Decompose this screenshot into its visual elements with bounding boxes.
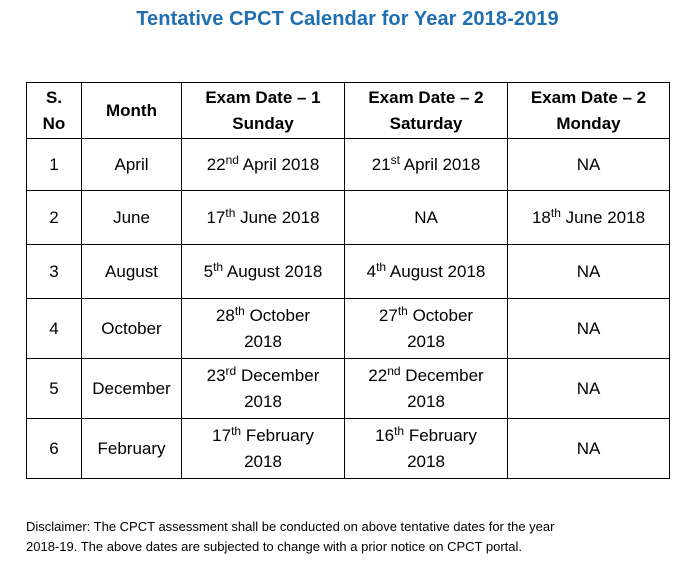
table-row	[27, 191, 670, 245]
date-suffix: th	[231, 423, 242, 438]
header-sno-line2: No	[42, 113, 66, 133]
table-row	[27, 299, 670, 359]
cell-exam-date-2-saturday: NA	[345, 191, 508, 245]
cell-month: August	[82, 245, 182, 299]
cell-exam-date-2-saturday	[345, 245, 508, 299]
date-suffix: st	[390, 152, 400, 167]
date-day: 22	[368, 365, 388, 385]
date-day: 5	[203, 261, 214, 281]
cell-exam-date-1	[182, 419, 345, 479]
cell-month: February	[82, 419, 182, 479]
date-suffix: th	[376, 259, 387, 274]
date-rest: August 2018	[223, 261, 323, 281]
cell-month: April	[82, 139, 182, 191]
cell-sno: 5	[27, 359, 82, 419]
cell-exam-date-2-saturday	[345, 359, 508, 419]
date-suffix: th	[234, 303, 245, 318]
date-day: 27	[378, 305, 398, 325]
cell-sno: 4	[27, 299, 82, 359]
table-row	[27, 139, 670, 191]
date-suffix: th	[550, 205, 561, 220]
header-month: Month	[82, 83, 182, 139]
date-suffix: th	[394, 423, 405, 438]
date-line2: 2018	[244, 331, 282, 351]
date-line2: 2018	[407, 331, 445, 351]
cell-month: June	[82, 191, 182, 245]
date-line2: 2018	[407, 391, 445, 411]
date-suffix: th	[397, 303, 408, 318]
date-line1	[182, 423, 344, 449]
cell-exam-date-2-monday: NA	[508, 419, 670, 479]
date-day: 21	[371, 154, 391, 174]
page-title: Tentative CPCT Calendar for Year 2018-2019	[136, 8, 559, 30]
cell-exam-date-1	[182, 359, 345, 419]
date-day: 16	[375, 425, 395, 445]
disclaimer	[26, 517, 676, 557]
header-exam2-line2: Saturday	[389, 113, 463, 133]
header-exam3-line1: Exam Date – 2	[530, 87, 647, 107]
table-row	[27, 359, 670, 419]
cell-sno: 3	[27, 245, 82, 299]
disclaimer-line1: Disclaimer: The CPCT assessment shall be conducted on above tentative dates for the year	[26, 519, 555, 534]
table-row	[27, 419, 670, 479]
header-exam1-line2: Sunday	[232, 113, 294, 133]
cell-exam-date-2-monday	[508, 191, 670, 245]
header-sno-line1: S.	[45, 87, 63, 107]
date-day: 28	[215, 305, 235, 325]
header-exam-date-1	[182, 83, 345, 139]
header-exam3-line2: Monday	[556, 113, 621, 133]
date-rest: June 2018	[235, 207, 320, 227]
cell-exam-date-1	[182, 245, 345, 299]
date-day: 4	[366, 261, 377, 281]
disclaimer-line2: 2018-19. The above dates are subjected to change with a prior notice on CPCT portal.	[26, 539, 522, 554]
date-suffix: th	[213, 259, 224, 274]
date-rest: February	[404, 425, 477, 445]
date-line1	[345, 303, 507, 329]
date-suffix: nd	[225, 152, 239, 167]
date-rest: December	[400, 365, 484, 385]
date-suffix: rd	[225, 363, 237, 378]
date-rest: October	[407, 305, 474, 325]
date-line1	[182, 303, 344, 329]
header-exam-date-2-monday	[508, 83, 670, 139]
calendar-table	[26, 82, 670, 479]
date-rest: October	[244, 305, 311, 325]
date-line2: 2018	[244, 451, 282, 471]
cell-exam-date-2-saturday	[345, 299, 508, 359]
date-rest: February	[241, 425, 314, 445]
cell-sno: 1	[27, 139, 82, 191]
date-line1	[182, 363, 344, 389]
date-line1	[345, 363, 507, 389]
cell-sno: 6	[27, 419, 82, 479]
date-rest: April 2018	[399, 154, 481, 174]
cell-exam-date-1	[182, 191, 345, 245]
cell-exam-date-2-monday: NA	[508, 245, 670, 299]
table-header-row	[27, 83, 670, 139]
date-rest: June 2018	[560, 207, 646, 227]
date-rest: December	[236, 365, 320, 385]
cell-sno: 2	[27, 191, 82, 245]
date-day: 17	[212, 425, 232, 445]
date-line2: 2018	[244, 391, 282, 411]
date-suffix: th	[225, 205, 236, 220]
cell-exam-date-2-saturday	[345, 419, 508, 479]
date-day: 22	[206, 154, 226, 174]
header-exam2-line1: Exam Date – 2	[368, 87, 484, 107]
date-day: 23	[206, 365, 226, 385]
date-line1	[345, 423, 507, 449]
date-day: 18	[531, 207, 551, 227]
header-exam1-line1: Exam Date – 1	[205, 87, 321, 107]
date-line2: 2018	[407, 451, 445, 471]
cell-exam-date-2-saturday	[345, 139, 508, 191]
date-suffix: nd	[387, 363, 401, 378]
table-row	[27, 245, 670, 299]
cell-exam-date-2-monday: NA	[508, 139, 670, 191]
date-rest: August 2018	[386, 261, 486, 281]
cell-exam-date-2-monday: NA	[508, 299, 670, 359]
cell-exam-date-1	[182, 299, 345, 359]
header-sno	[27, 83, 82, 139]
cell-exam-date-2-monday: NA	[508, 359, 670, 419]
header-exam-date-2-saturday	[345, 83, 508, 139]
cell-month: October	[82, 299, 182, 359]
cell-exam-date-1	[182, 139, 345, 191]
cell-month: December	[82, 359, 182, 419]
date-day: 17	[206, 207, 226, 227]
date-rest: April 2018	[238, 154, 320, 174]
